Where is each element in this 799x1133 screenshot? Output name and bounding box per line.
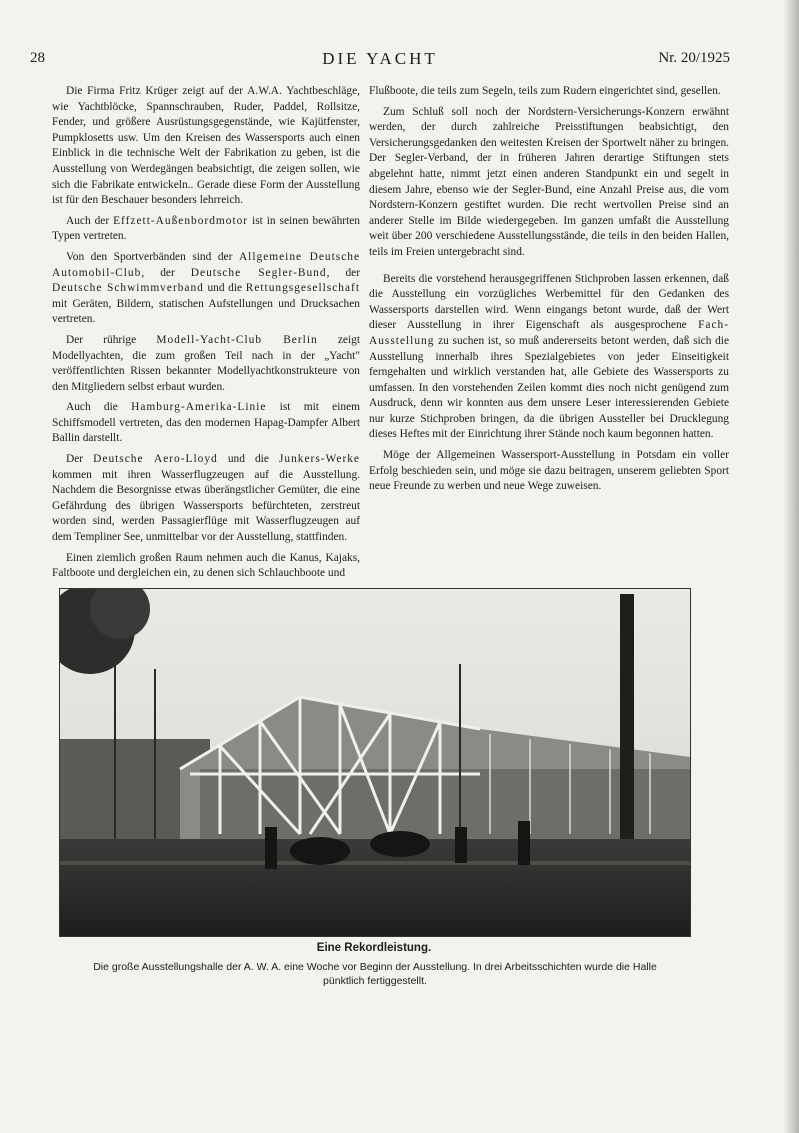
figure-caption-title: Eine Rekordleistung. <box>316 942 432 954</box>
paragraph: Möge der Allgemeinen Wassersport-Ausstellung in Potsdam ein voller Erfolg beschieden sein, und möge sie dazu beitragen, unserem geliebten Sport neue Freunde zu werben und neue Wege zuweisen. <box>369 449 729 493</box>
page-number: 28 <box>30 50 45 66</box>
paragraph: Der Deutsche Aero-Lloyd und die Junkers-Werke kommen mit ihren Wasserflugzeugen auf die Ausstellung. Nachdem die Besorgnisse etwas überängstlicher Gemüter, die eine Gefährdung des übrigen Wassersports befürchteten, zerstreut worden sind, werden Passagierflüge mit Wasserflugzeugen auf dem Templiner See, unmittelbar vor der Ausstellung, stattfinden. <box>52 453 360 544</box>
paragraph: Zum Schluß soll noch der Nordstern-Versicherungs-Konzern erwähnt werden, der durch zahlreiche Preisstiftungen beabsichtigt, den Versicherungsgedanken den weitesten Kreisen der Sportwelt näher zu bringen. Der Segler-Verband, der in früheren Jahren derartige Stiftungen stets abgelehnt hatte, nimmt jetzt einen anderen Standpunkt ein und segelt in diesem Jahre, ebenso wie der Segler-Bund, eine Anzahl Preise aus, die vom Nordstern-Konzern gestiftet wurden. Die recht wertvollen Preise sind an anderer Stelle im Bilde wiedergegeben. Im ganzen umfaßt die Ausstellung weit über 200 verschiedene Ausstellungsstände, die teils in den beiden Hallen, teils im Freien untergebracht sind. <box>369 105 729 258</box>
hall-construction-illustration <box>60 589 690 936</box>
paragraph: Der rührige Modell-Yacht-Club Berlin zeigt Modellyachten, die zum großen Teil nach in der „Yacht" veröffentlichten Rissen bekannter Modellyachtkonstrukteure von den Mitgliedern selbst erbaut wurden. <box>52 333 360 393</box>
paragraph: Flußboote, die teils zum Segeln, teils zum Rudern eingerichtet sind, gesellen. <box>369 85 721 97</box>
paragraph: Auch die Hamburg-Amerika-Linie ist mit einem Schiffsmodell vertreten, das den modernen Hapag-Dampfer Albert Ballin darstellt. <box>52 401 360 445</box>
construction-photo <box>59 588 691 937</box>
paragraph: Von den Sportverbänden sind der Allgemeine Deutsche Automobil-Club, der Deutsche Segler-Bund, der Deutsche Schwimmverband und die Rettungsgesellschaft mit Geräten, Bildern, statischen Aufstellungen und Drucksachen vertreten. <box>52 250 361 326</box>
issue-number: Nr. 20/1925 <box>658 50 730 66</box>
running-header <box>30 50 730 74</box>
paragraph: Auch der Effzett-Außenbordmotor ist in seinen bewährten Typen vertreten. <box>52 214 360 243</box>
journal-title: DIE YACHT <box>322 49 438 68</box>
figure-caption-text: Die große Ausstellungshalle der A. W. A. eine Woche vor Beginn der Ausstellung. In drei Arbeitsschichten wurde die Halle pünktlich fertiggestellt. <box>93 961 657 987</box>
left-text-column <box>52 84 360 582</box>
paragraph: Die Firma Fritz Krüger zeigt auf der A.W.A. Yachtbeschläge, wie Yachtblöcke, Spannschrauben, Ruder, Paddel, Rollsitze, Fender, und größere Ausrüstungsgegenstände, wie Kajütfenster, Pumpklosetts usw. Um den Kreisen des Wassersports auch einen Einblick in die technische Welt der Fabrikation zu geben, ist die Ausstellung von Werdegängen beabsichtigt, die zeigen sollen, wie sich die Fabrikate entwickeln.. Gerade diese Form der Ausstellung ist für den Beschauer besonders lehrreich. <box>52 85 360 207</box>
paragraph: Einen ziemlich großen Raum nehmen auch die Kanus, Kajaks, Faltboote und dergleichen ein, zu denen sich Schlauchboote und <box>52 551 360 580</box>
paragraph: Bereits die vorstehend herausgegriffenen Stichproben lassen erkennen, daß die Ausstellung ein vorzügliches Werbemittel für den Gedanken des Wassersports darstellen wird. Wenn eingangs betont wurde, daß der Wert dieser Ausstellung in ihrer Eigenschaft als ausgesprochene Fach-Ausstellung zu suchen ist, so muß andererseits betont werden, daß sich die Ausstellung innerhalb ihres Spezialgebietes von jeder Einseitigkeit ferngehalten und wirklich verstanden hat, alle Gebiete des Wassersports zu umfassen. In den vorstehenden Zeilen kommt dies noch nicht genügend zum Ausdruck, denn wir konnten aus dem unsere Leser interessierenden Gebiete nur kurze Stichproben bringen, da die übrigen Aussteller bei Drucklegung dieses Heftes mit der Einrichtung ihrer Stände noch kaum begonnen hatten. <box>369 272 729 441</box>
right-text-column <box>369 84 729 495</box>
page-edge-shadow <box>783 0 799 1133</box>
